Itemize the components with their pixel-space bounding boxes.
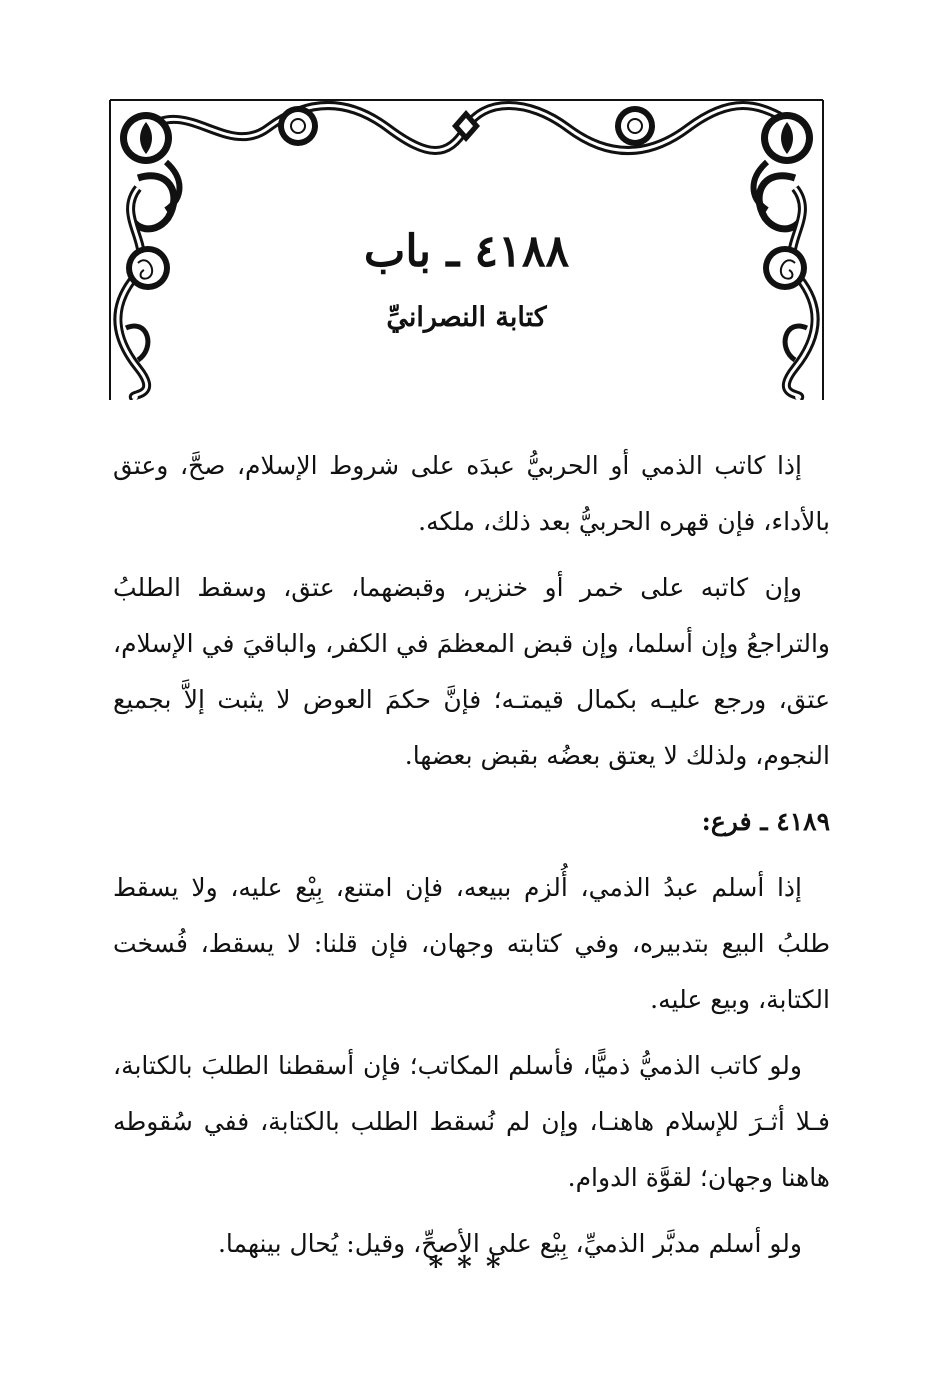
paragraph-5: ولو أسلم مدبَّر الذميِّ، بِيْع على الأصحِّ، وقيل: يُحال بينهما. <box>217 1229 802 1258</box>
end-separator-icon: *** <box>428 1250 515 1283</box>
paragraph-4: ولو كاتب الذميُّ ذميًّا، فأسلم المكاتب؛ فإن أسقطنا الطلبَ بالكتابة، فـلا أثـرَ للإسلام هاهنـا، وإن لم نُسقط الطلب بالكتابة، ففي سُقوطه هاهنا وجهان؛ لقوَّة الدوام. <box>113 1051 830 1192</box>
chapter-separator: ـ <box>446 226 460 277</box>
paragraph-2: وإن كاتبه على خمر أو خنزير، وقبضهما، عتق، وسقط الطلبُ والتراجعُ وإن أسلما، وإن قبض المعظمَ في الكفر، والباقيَ في الإسلام، عتق، ورجع عليـه بكمال قيمتـه؛ فإنَّ حكمَ العوض لا يثبت إلاَّ بجميع النجوم، ولذلك لا يعتق بعضُه بقبض بعضها. <box>113 573 830 770</box>
chapter-title <box>108 228 825 276</box>
section-heading: ٤١٨٩ ـ فرع: <box>701 807 830 836</box>
chapter-number: ٤١٨٨ <box>474 226 570 277</box>
chapter-subtitle: كتابة النصرانيِّ <box>386 302 547 334</box>
chapter-word: باب <box>363 226 431 277</box>
paragraph-3: إذا أسلم عبدُ الذمي، أُلزم ببيعه، فإن امتنع، بِيْع عليه، ولا يسقط طلبُ البيع بتدبيره، وفي كتابته وجهان، فإن قلنا: لا يسقط، فُسخت الكتابة، وبيع عليه. <box>113 873 830 1014</box>
paragraph-1: إذا كاتب الذمي أو الحربيُّ عبدَه على شروط الإسلام، صحَّ، وعتق بالأداء، فإن قهره الحربيُّ بعد ذلك، ملكه. <box>113 451 830 536</box>
page-body <box>113 438 830 1282</box>
chapter-heading <box>108 228 825 333</box>
